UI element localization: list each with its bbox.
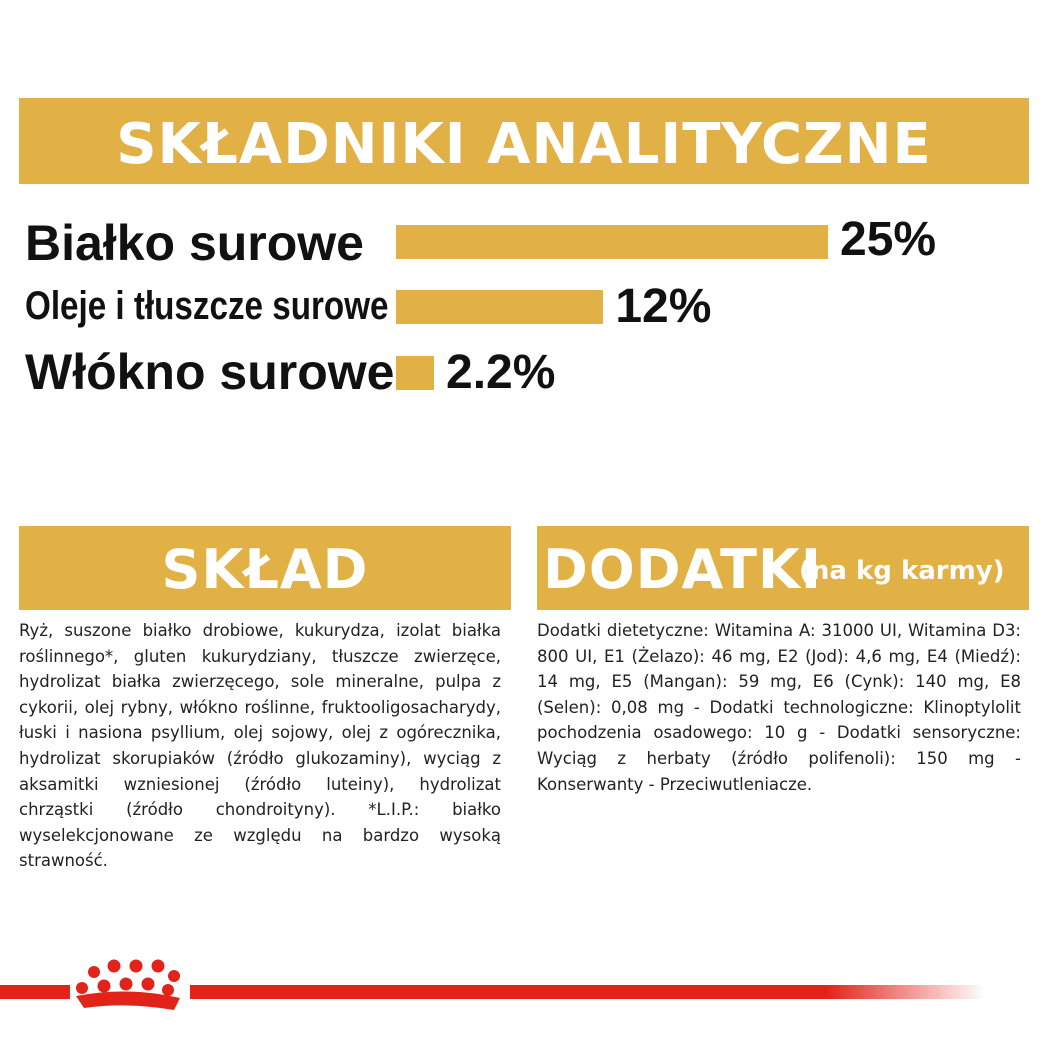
additives-title: DODATKI xyxy=(543,538,822,601)
crown-icon xyxy=(70,958,190,1018)
bar-fiber xyxy=(396,356,434,390)
bar-fat xyxy=(396,290,603,324)
composition-banner xyxy=(19,526,511,610)
value-fat: 12% xyxy=(615,280,712,333)
footer-red-line-left xyxy=(0,985,70,999)
value-protein: 25% xyxy=(840,213,937,266)
analysis-title: SKŁADNIKI ANALITYCZNE xyxy=(116,112,932,177)
additives-subtitle: (na kg karmy) xyxy=(799,556,1005,586)
bar-protein xyxy=(396,225,828,259)
additives-banner xyxy=(537,526,1029,610)
analysis-banner xyxy=(19,98,1029,184)
row-label-fiber: Włókno surowe xyxy=(25,344,395,400)
additives-text: Dodatki dietetyczne: Witamina A: 31000 UI, Witamina D3: 800 UI, E1 (Żelazo): 46 mg, E2 (Jod): 4,6 mg, E4 (Miedź): 14 mg, E5 (Mangan): 59 mg, E6 (Cynk): 140 mg, E8 (Selen): 0,08 mg - Dodatki technologiczne: Klinoptylolit pochodzenia osadowego: 10 g - Dodatki sensoryczne: Wyciąg z herbaty (źródło polifenoli): 150 mg - Konserwanty - Przeciwutleniacze. xyxy=(537,621,1021,794)
value-fiber: 2.2% xyxy=(446,346,556,399)
composition-text: Ryż, suszone białko drobiowe, kukurydza, izolat białka roślinnego*, gluten kukurydziany, tłuszcze zwierzęce, hydrolizat białka zwierzęcego, sole mineralne, pulpa z cykorii, olej rybny, włókno roślinne, fruktooligosacharydy, łuski i nasiona psyllium, olej sojowy, olej z ogórecznika, hydrolizat skorupiaków (źródło glukozaminy), wyciąg z aksamitki wzniesionej (źródło luteiny), hydrolizat chrząstki (źródło chondroityny). *L.I.P.: białko wyselekcjonowane ze względu na bardzo wysoką strawność. xyxy=(19,621,501,871)
row-label-protein: Białko surowe xyxy=(25,215,364,271)
row-label-fat: Oleje i tłuszcze surowe xyxy=(25,284,389,328)
composition-title: SKŁAD xyxy=(161,538,369,601)
footer-red-line-right xyxy=(190,985,985,999)
